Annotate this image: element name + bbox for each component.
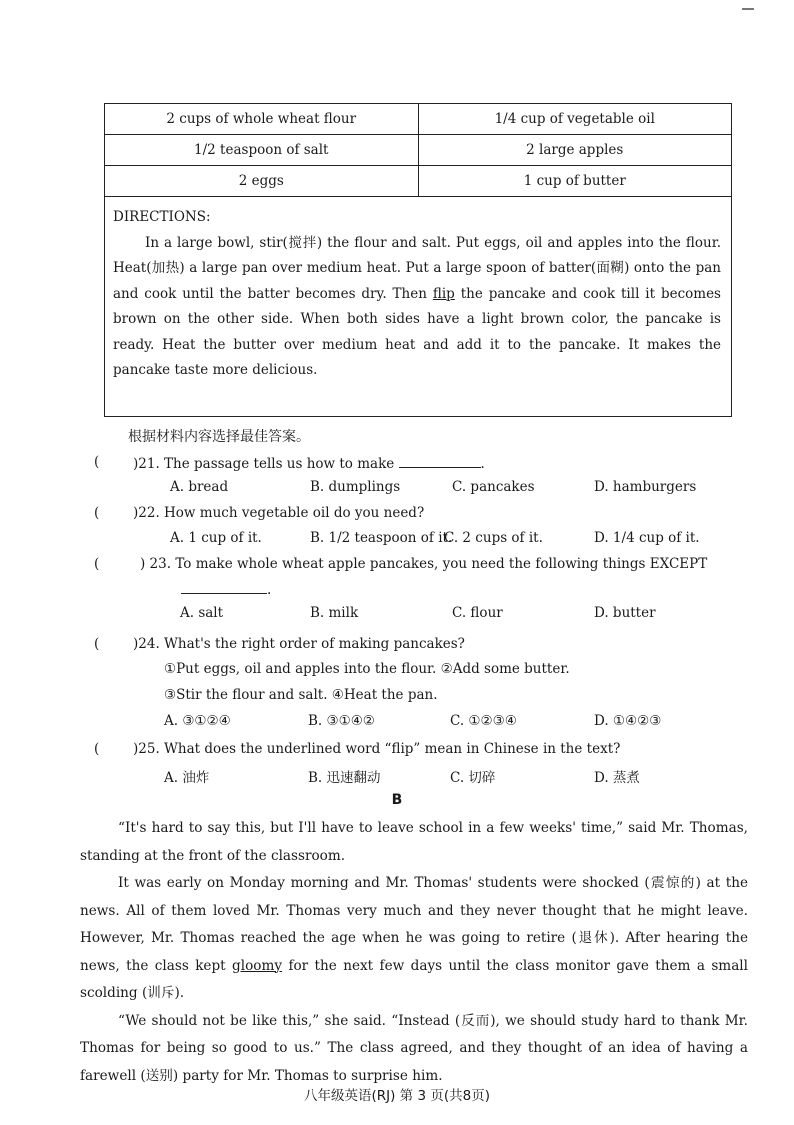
directions-text bbox=[113, 231, 721, 384]
option-b[interactable]: B. milk bbox=[310, 605, 359, 621]
answer-line: . bbox=[181, 580, 271, 598]
option-c[interactable]: C. flour bbox=[452, 605, 503, 621]
directions-part2: the pancake and cook till it becomes brown on the other side. When both sides have a light brown color, the pancake is ready. Heat the butter over medium heat and add it to the pancake. It makes the pancake taste more delicious. bbox=[113, 285, 721, 378]
underlined-word-gloomy: gloomy bbox=[232, 957, 283, 974]
option-a[interactable]: A. 1 cup of it. bbox=[170, 530, 262, 546]
answer-blank bbox=[399, 454, 481, 468]
option-b[interactable]: B. dumplings bbox=[310, 479, 401, 495]
option-b[interactable]: B. ③①④② bbox=[308, 713, 375, 729]
passage-paragraph: It was early on Monday morning and Mr. Thomas' students were shocked (震惊的) at the news. All of them loved Mr. Thomas very much and they never thought that he might leave. However, Mr. Thomas reached the age when he was going to retire (退休). After hearing the news, the class kept gloomy for the next few days until the class monitor gave them a small scolding (训斥). bbox=[80, 875, 748, 1001]
option-a[interactable]: A. ③①②④ bbox=[164, 713, 231, 729]
option-c[interactable]: C. 切碎 bbox=[450, 770, 496, 786]
ingredient-cell: 2 eggs bbox=[105, 166, 418, 197]
ingredient-cell: 1/4 cup of vegetable oil bbox=[418, 104, 731, 135]
table-row bbox=[105, 104, 731, 135]
page-footer: 八年级英语(RJ) 第 3 页(共8页) bbox=[304, 1088, 490, 1104]
question-text: )25. What does the underlined word “flip” mean in Chinese in the text? bbox=[133, 741, 621, 757]
option-c[interactable]: C. pancakes bbox=[452, 479, 535, 495]
option-a[interactable]: A. 油炸 bbox=[164, 770, 210, 786]
option-d[interactable]: D. hamburgers bbox=[594, 479, 697, 495]
question-text: )21. The passage tells us how to make . bbox=[133, 456, 485, 472]
option-a[interactable]: A. salt bbox=[180, 605, 224, 621]
answer-paren[interactable]: ( bbox=[94, 454, 100, 470]
step-list-1: ①Put eggs, oil and apples into the flour. ②Add some butter. bbox=[164, 661, 570, 677]
question-text: ) 23. To make whole wheat apple pancakes, you need the following things EXCEPT bbox=[140, 556, 708, 572]
corner-mark bbox=[742, 8, 754, 10]
ingredient-cell: 1/2 teaspoon of salt bbox=[105, 135, 418, 166]
table-row bbox=[105, 166, 731, 197]
option-b[interactable]: B. 迅速翻动 bbox=[308, 770, 381, 786]
answer-paren[interactable]: ( bbox=[94, 505, 100, 521]
answer-paren[interactable]: ( bbox=[94, 636, 100, 652]
question-text: )22. How much vegetable oil do you need? bbox=[133, 505, 425, 521]
recipe-box bbox=[104, 103, 732, 417]
option-c[interactable]: C. ①②③④ bbox=[450, 713, 517, 729]
directions bbox=[105, 197, 731, 384]
option-d[interactable]: D. 蒸煮 bbox=[594, 770, 640, 786]
table-row bbox=[105, 135, 731, 166]
section-b-heading: B bbox=[391, 792, 403, 808]
question-25 bbox=[0, 739, 794, 788]
question-23 bbox=[0, 554, 794, 627]
directions-part1: In a large bowl, stir(搅拌) the flour and salt. Put eggs, oil and apples into the flour. Heat(加热) a large pan over medium heat. Put a large spoon of batter(面糊) onto the pan and cook until the batter becomes dry. Then bbox=[113, 234, 721, 302]
ingredient-cell: 2 large apples bbox=[418, 135, 731, 166]
question-text: )24. What's the right order of making pancakes? bbox=[133, 636, 465, 652]
question-instruction: 根据材料内容选择最佳答案。 bbox=[128, 429, 310, 445]
passage-paragraph: “We should not be like this,” she said. “Instead (反而), we should study hard to thank Mr. Thomas for being so good to us.” The class agreed, and they thought of an idea of having a farewell (送别) party for Mr. Thomas to surprise him. bbox=[80, 1012, 748, 1084]
option-c[interactable]: C. 2 cups of it. bbox=[444, 530, 543, 546]
reading-passage-b bbox=[80, 815, 748, 1090]
ingredients-table bbox=[105, 104, 731, 197]
option-d[interactable]: D. butter bbox=[594, 605, 656, 621]
question-22 bbox=[0, 503, 794, 552]
directions-heading: DIRECTIONS: bbox=[113, 209, 211, 225]
question-24 bbox=[0, 634, 794, 735]
option-d[interactable]: D. ①④②③ bbox=[594, 713, 662, 729]
step-list-2: ③Stir the flour and salt. ④Heat the pan. bbox=[164, 687, 438, 703]
ingredient-cell: 2 cups of whole wheat flour bbox=[105, 104, 418, 135]
question-21 bbox=[0, 452, 794, 501]
answer-paren[interactable]: ( bbox=[94, 556, 100, 572]
answer-paren[interactable]: ( bbox=[94, 741, 100, 757]
underlined-word-flip: flip bbox=[432, 285, 455, 302]
answer-blank bbox=[181, 580, 267, 594]
option-b[interactable]: B. 1/2 teaspoon of it. bbox=[310, 530, 453, 546]
option-a[interactable]: A. bread bbox=[170, 479, 229, 495]
option-d[interactable]: D. 1/4 cup of it. bbox=[594, 530, 700, 546]
ingredient-cell: 1 cup of butter bbox=[418, 166, 731, 197]
passage-paragraph: “It's hard to say this, but I'll have to leave school in a few weeks' time,” said Mr. Thomas, standing at the front of the classroom. bbox=[80, 820, 748, 864]
